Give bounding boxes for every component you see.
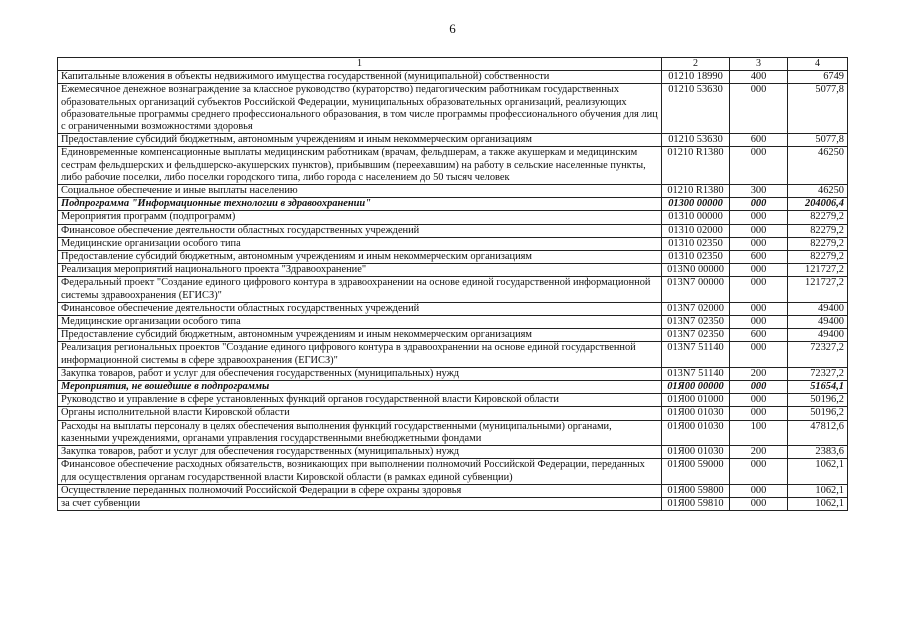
table-row: [58, 211, 848, 224]
row-vr-cell: 000: [730, 342, 788, 367]
table-row: [58, 446, 848, 459]
row-code-cell: 013N7 00000: [662, 277, 730, 302]
row-code-cell: 01210 53630: [662, 84, 730, 134]
row-sum-cell: 51654,1: [788, 381, 848, 394]
row-name-cell: Финансовое обеспечение расходных обязательств, возникающих при выполнении полномочий Российской Федерации, переданных для осуществления органам государственной власти Кировской области (в рамках единой субвенции): [58, 459, 662, 484]
row-vr-cell: 000: [730, 198, 788, 211]
row-name-cell: Предоставление субсидий бюджетным, автономным учреждениям и иным некоммерческим организациям: [58, 134, 662, 147]
row-code-cell: 01310 02350: [662, 237, 730, 250]
row-name-cell: Органы исполнительной власти Кировской области: [58, 407, 662, 420]
budget-table-body: [58, 58, 848, 511]
row-vr-cell: 000: [730, 237, 788, 250]
table-row: [58, 497, 848, 510]
row-code-cell: 01210 R1380: [662, 185, 730, 198]
row-sum-cell: 72327,2: [788, 342, 848, 367]
row-name-cell: Медицинские организации особого типа: [58, 316, 662, 329]
row-code-cell: 013N7 02350: [662, 316, 730, 329]
row-code-cell: 01310 02000: [662, 224, 730, 237]
row-name-cell: Закупка товаров, работ и услуг для обеспечения государственных (муниципальных) нужд: [58, 446, 662, 459]
table-row: [58, 316, 848, 329]
row-name-cell: Финансовое обеспечение деятельности областных государственных учреждений: [58, 302, 662, 315]
table-row: [58, 342, 848, 367]
row-vr-cell: 000: [730, 459, 788, 484]
header-col-4: 4: [788, 58, 848, 71]
row-name-cell: Подпрограмма "Информационные технологии в здравоохранении": [58, 198, 662, 211]
row-vr-cell: 000: [730, 407, 788, 420]
row-sum-cell: 72327,2: [788, 367, 848, 380]
row-sum-cell: 1062,1: [788, 459, 848, 484]
row-name-cell: Руководство и управление в сфере установленных функций органов государственной власти Кировской области: [58, 394, 662, 407]
row-vr-cell: 000: [730, 381, 788, 394]
row-code-cell: 013N7 02350: [662, 329, 730, 342]
row-sum-cell: 49400: [788, 316, 848, 329]
row-vr-cell: 000: [730, 316, 788, 329]
row-vr-cell: 000: [730, 497, 788, 510]
table-row: [58, 329, 848, 342]
row-name-cell: Мероприятия программ (подпрограмм): [58, 211, 662, 224]
row-name-cell: Закупка товаров, работ и услуг для обеспечения государственных (муниципальных) нужд: [58, 367, 662, 380]
row-name-cell: Расходы на выплаты персоналу в целях обеспечения выполнения функций государственными (муниципальными) органами, казенными учреждениями, органами управления государственными внебюджетными фондами: [58, 420, 662, 445]
row-vr-cell: 300: [730, 185, 788, 198]
row-vr-cell: 600: [730, 329, 788, 342]
row-sum-cell: 1062,1: [788, 484, 848, 497]
row-name-cell: Единовременные компенсационные выплаты медицинским работникам (врачам, фельдшерам, а также акушеркам и медицинским сестрам фельдшерских и фельдшерско-акушерских пунктов), прибывшим (переехавшим) на работу в сельские населенные пункты, либо рабочие поселки, либо поселки городского типа, либо города с населением до 50 тысяч человек: [58, 147, 662, 185]
row-name-cell: Финансовое обеспечение деятельности областных государственных учреждений: [58, 224, 662, 237]
row-code-cell: 013N7 51140: [662, 342, 730, 367]
row-vr-cell: 100: [730, 420, 788, 445]
table-row: [58, 71, 848, 84]
row-name-cell: Осуществление переданных полномочий Российской Федерации в сфере охраны здоровья: [58, 484, 662, 497]
table-row: [58, 251, 848, 264]
row-code-cell: 01300 00000: [662, 198, 730, 211]
row-sum-cell: 6749: [788, 71, 848, 84]
row-vr-cell: 000: [730, 147, 788, 185]
table-row: [58, 394, 848, 407]
table-row: [58, 420, 848, 445]
table-row: [58, 237, 848, 250]
row-sum-cell: 47812,6: [788, 420, 848, 445]
row-code-cell: 01Я00 01030: [662, 420, 730, 445]
row-code-cell: 013N7 51140: [662, 367, 730, 380]
row-vr-cell: 000: [730, 211, 788, 224]
row-code-cell: 01Я00 59810: [662, 497, 730, 510]
row-vr-cell: 600: [730, 251, 788, 264]
row-name-cell: Реализация мероприятий национального проекта "Здравоохранение": [58, 264, 662, 277]
header-col-2: 2: [662, 58, 730, 71]
page-number: 6: [449, 21, 456, 36]
row-name-cell: Социальное обеспечение и иные выплаты населению: [58, 185, 662, 198]
row-sum-cell: 1062,1: [788, 497, 848, 510]
row-vr-cell: 000: [730, 394, 788, 407]
row-sum-cell: 82279,2: [788, 237, 848, 250]
row-sum-cell: 82279,2: [788, 224, 848, 237]
row-code-cell: 01210 53630: [662, 134, 730, 147]
table-row: [58, 381, 848, 394]
row-vr-cell: 000: [730, 484, 788, 497]
row-sum-cell: 82279,2: [788, 211, 848, 224]
budget-table: [57, 57, 848, 511]
row-code-cell: 01Я00 01000: [662, 394, 730, 407]
row-sum-cell: 50196,2: [788, 394, 848, 407]
row-code-cell: 013N0 00000: [662, 264, 730, 277]
row-name-cell: Капитальные вложения в объекты недвижимого имущества государственной (муниципальной) собственности: [58, 71, 662, 84]
row-vr-cell: 600: [730, 134, 788, 147]
row-vr-cell: 000: [730, 84, 788, 134]
row-name-cell: Медицинские организации особого типа: [58, 237, 662, 250]
row-sum-cell: 46250: [788, 147, 848, 185]
table-row: [58, 264, 848, 277]
row-code-cell: 01Я00 01030: [662, 407, 730, 420]
table-row: [58, 459, 848, 484]
row-code-cell: 01310 02350: [662, 251, 730, 264]
row-sum-cell: 121727,2: [788, 277, 848, 302]
row-code-cell: 01210 18990: [662, 71, 730, 84]
row-vr-cell: 200: [730, 446, 788, 459]
row-code-cell: 01Я00 00000: [662, 381, 730, 394]
row-code-cell: 013N7 02000: [662, 302, 730, 315]
row-vr-cell: 000: [730, 302, 788, 315]
row-code-cell: 01Я00 01030: [662, 446, 730, 459]
row-sum-cell: 82279,2: [788, 251, 848, 264]
row-vr-cell: 000: [730, 277, 788, 302]
row-name-cell: за счет субвенции: [58, 497, 662, 510]
table-row: [58, 484, 848, 497]
row-vr-cell: 000: [730, 264, 788, 277]
table-row: [58, 147, 848, 185]
row-sum-cell: 49400: [788, 329, 848, 342]
row-name-cell: Мероприятия, не вошедшие в подпрограммы: [58, 381, 662, 394]
row-code-cell: 01Я00 59000: [662, 459, 730, 484]
row-sum-cell: 121727,2: [788, 264, 848, 277]
table-row: [58, 134, 848, 147]
row-vr-cell: 400: [730, 71, 788, 84]
table-row: [58, 224, 848, 237]
row-name-cell: Федеральный проект "Создание единого цифрового контура в здравоохранении на основе единой государственной информационной системы здравоохранения (ЕГИСЗ)": [58, 277, 662, 302]
table-row: [58, 302, 848, 315]
row-sum-cell: 5077,8: [788, 134, 848, 147]
row-code-cell: 01Я00 59800: [662, 484, 730, 497]
table-row: [58, 84, 848, 134]
row-sum-cell: 5077,8: [788, 84, 848, 134]
row-code-cell: 01210 R1380: [662, 147, 730, 185]
row-name-cell: Предоставление субсидий бюджетным, автономным учреждениям и иным некоммерческим организациям: [58, 329, 662, 342]
header-col-1: 1: [58, 58, 662, 71]
table-row: [58, 277, 848, 302]
row-sum-cell: 49400: [788, 302, 848, 315]
row-sum-cell: 204006,4: [788, 198, 848, 211]
row-vr-cell: 000: [730, 224, 788, 237]
row-code-cell: 01310 00000: [662, 211, 730, 224]
row-sum-cell: 50196,2: [788, 407, 848, 420]
table-row: [58, 198, 848, 211]
table-row: [58, 407, 848, 420]
table-header-row: [58, 58, 848, 71]
row-sum-cell: 46250: [788, 185, 848, 198]
row-name-cell: Предоставление субсидий бюджетным, автономным учреждениям и иным некоммерческим организациям: [58, 251, 662, 264]
table-row: [58, 367, 848, 380]
table-row: [58, 185, 848, 198]
row-name-cell: Ежемесячное денежное вознаграждение за классное руководство (кураторство) педагогическим работникам государственных образовательных организаций субъектов Российской Федерации, муниципальных образовательных организаций, реализующих образовательные программы среднего профессионального образования, в том числе программы профессионального обучения для лиц с ограниченными возможностями здоровья: [58, 84, 662, 134]
row-name-cell: Реализация региональных проектов "Создание единого цифрового контура в здравоохранении на основе единой государственной информационной системы в сфере здравоохранения (ЕГИСЗ)": [58, 342, 662, 367]
header-col-3: 3: [730, 58, 788, 71]
row-vr-cell: 200: [730, 367, 788, 380]
row-sum-cell: 2383,6: [788, 446, 848, 459]
